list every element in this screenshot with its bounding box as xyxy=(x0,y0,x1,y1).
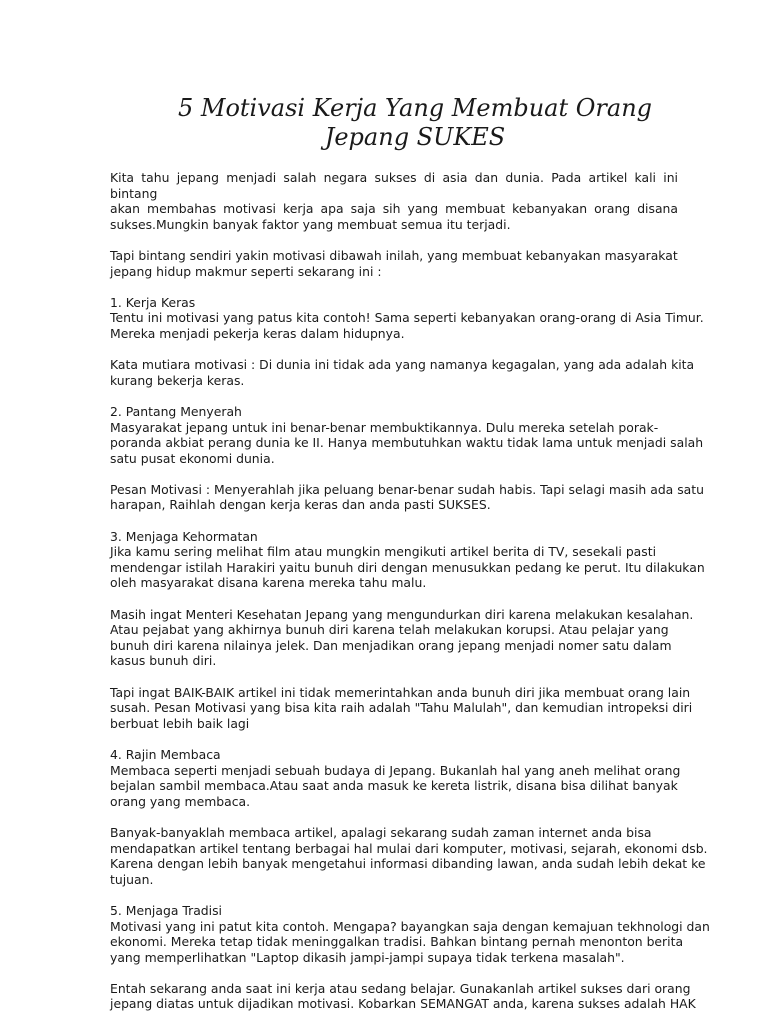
paragraph-baik-baik xyxy=(110,684,693,732)
text-line: Tapi bintang sendiri yakin motivasi dibawah inilah, yang membuat kebanyakan masyarakat xyxy=(110,247,678,263)
paragraph-kata-mutiara xyxy=(110,357,695,388)
text-line: orang yang membaca. xyxy=(110,793,251,809)
text-line: ekonomi. Mereka tetap tidak meninggalkan tradisi. Bahkan bintang pernah menonton berita xyxy=(110,934,684,950)
text-line: Pesan Motivasi : Menyerahlah jika peluang benar-benar sudah habis. Tapi selagi masih ada satu xyxy=(110,481,704,497)
title-line: Jepang SUKES xyxy=(324,123,506,151)
section-pantang-menyerah xyxy=(110,403,704,466)
paragraph-pesan-motivasi xyxy=(110,481,704,513)
text-line: jepang hidup makmur seperti sekarang ini : xyxy=(110,263,382,279)
section-kerja-keras xyxy=(110,294,704,342)
text-line: jepang diatas untuk dijadikan motivasi. Kobarkan SEMANGAT anda, karena sukses adalah HAK xyxy=(110,996,696,1012)
paragraph-intro xyxy=(110,170,678,232)
section-heading: 4. Rajin Membaca xyxy=(110,746,221,762)
section-menjaga-tradisi xyxy=(110,902,710,965)
text-line: sukses.Mungkin banyak faktor yang membuat semua itu terjadi. xyxy=(110,216,511,232)
section-heading: 2. Pantang Menyerah xyxy=(110,403,242,419)
section-heading: 1. Kerja Keras xyxy=(110,294,196,310)
text-line: Kata mutiara motivasi : Di dunia ini tidak ada yang namanya kegagalan, yang ada adalah kita xyxy=(110,357,695,373)
text-line: Kita tahu jepang menjadi salah negara sukses di asia dan dunia. Pada artikel kali ini bintang xyxy=(110,170,678,201)
text-line: bejalan sambil membaca.Atau saat anda masuk ke kereta listrik, disana bisa dilihat banyak xyxy=(110,778,678,794)
text-line: Karena dengan lebih banyak mengetahui informasi dibanding lawan, anda sudah lebih dekat ke xyxy=(110,856,706,872)
text-line: Motivasi yang ini patut kita contoh. Mengapa? bayangkan saja dengan kemajuan tekhnologi dan xyxy=(110,918,710,934)
section-heading: 5. Menjaga Tradisi xyxy=(110,902,222,918)
text-line: Masih ingat Menteri Kesehatan Jepang yang mengundurkan diri karena melakukan kesalahan. xyxy=(110,606,694,622)
text-line: mendengar istilah Harakiri yaitu bunuh diri dengan menusukkan pedang ke perut. Itu dilakukan xyxy=(110,559,705,575)
section-menjaga-kehormatan xyxy=(110,528,705,591)
text-line: Mereka menjadi pekerja keras dalam hidupnya. xyxy=(110,325,405,341)
paragraph-menteri xyxy=(110,606,694,669)
text-line: kasus bunuh diri. xyxy=(110,653,217,669)
text-line: yang memperlihatkan "Laptop dikasih jampi-jampi supaya tidak terkena masalah". xyxy=(110,949,625,965)
section-rajin-membaca xyxy=(110,746,681,809)
text-line: oleh masyarakat disana karena mereka tahu malu. xyxy=(110,575,427,591)
text-line: akan membahas motivasi kerja apa saja sih yang membuat kebanyakan orang disana xyxy=(110,201,678,217)
text-line: harapan, Raihlah dengan kerja keras dan anda pasti SUKSES. xyxy=(110,497,491,513)
text-line: Jika kamu sering melihat film atau mungkin mengikuti artikel berita di TV, sesekali pasti xyxy=(110,544,657,560)
paragraph-banyak-membaca xyxy=(110,824,708,887)
text-line: Tapi ingat BAIK-BAIK artikel ini tidak memerintahkan anda bunuh diri jika membuat orang lain xyxy=(110,684,691,700)
text-line: Atau pejabat yang akhirnya bunuh diri karena telah melakukan korupsi. Atau pelajar yang xyxy=(110,622,669,638)
text-line: poranda akbiat perang dunia ke II. Hanya membutuhkan waktu tidak lama untuk menjadi salah xyxy=(110,435,704,451)
document-body xyxy=(110,170,710,1024)
text-line: satu pusat ekonomi dunia. xyxy=(110,450,275,466)
text-line: Membaca seperti menjadi sebuah budaya di Jepang. Bukanlah hal yang aneh melihat orang xyxy=(110,762,681,778)
text-line: Banyak-banyaklah membaca artikel, apalagi sekarang sudah zaman internet anda bisa xyxy=(110,824,652,840)
paragraph-intro-2 xyxy=(110,248,678,279)
text-line: Masyarakat jepang untuk ini benar-benar membuktikannya. Dulu mereka setelah porak- xyxy=(110,419,659,435)
text-line: susah. Pesan Motivasi yang bisa kita raih adalah "Tahu Malulah", dan kemudian intropeksi diri xyxy=(110,700,693,716)
document-title xyxy=(150,94,680,152)
text-line: Entah sekarang anda saat ini kerja atau sedang belajar. Gunakanlah artikel sukses dari orang xyxy=(110,980,691,996)
text-line: mendapatkan artikel tentang berbagai hal mulai dari komputer, motivasi, sejarah, ekonomi dsb. xyxy=(110,840,708,856)
text-line: berbuat lebih baik lagi xyxy=(110,715,250,731)
text-line: Tentu ini motivasi yang patus kita contoh! Sama seperti kebanyakan orang-orang di Asia Timur. xyxy=(110,310,704,326)
paragraph-entah-sekarang xyxy=(110,980,696,1012)
text-line: kurang bekerja keras. xyxy=(110,372,245,388)
title-line: 5 Motivasi Kerja Yang Membuat Orang xyxy=(177,94,653,122)
text-line: bunuh diri karena nilainya jelek. Dan menjadikan orang jepang menjadi nomer satu dalam xyxy=(110,637,672,653)
text-line: tujuan. xyxy=(110,871,154,887)
section-heading: 3. Menjaga Kehormatan xyxy=(110,528,258,544)
